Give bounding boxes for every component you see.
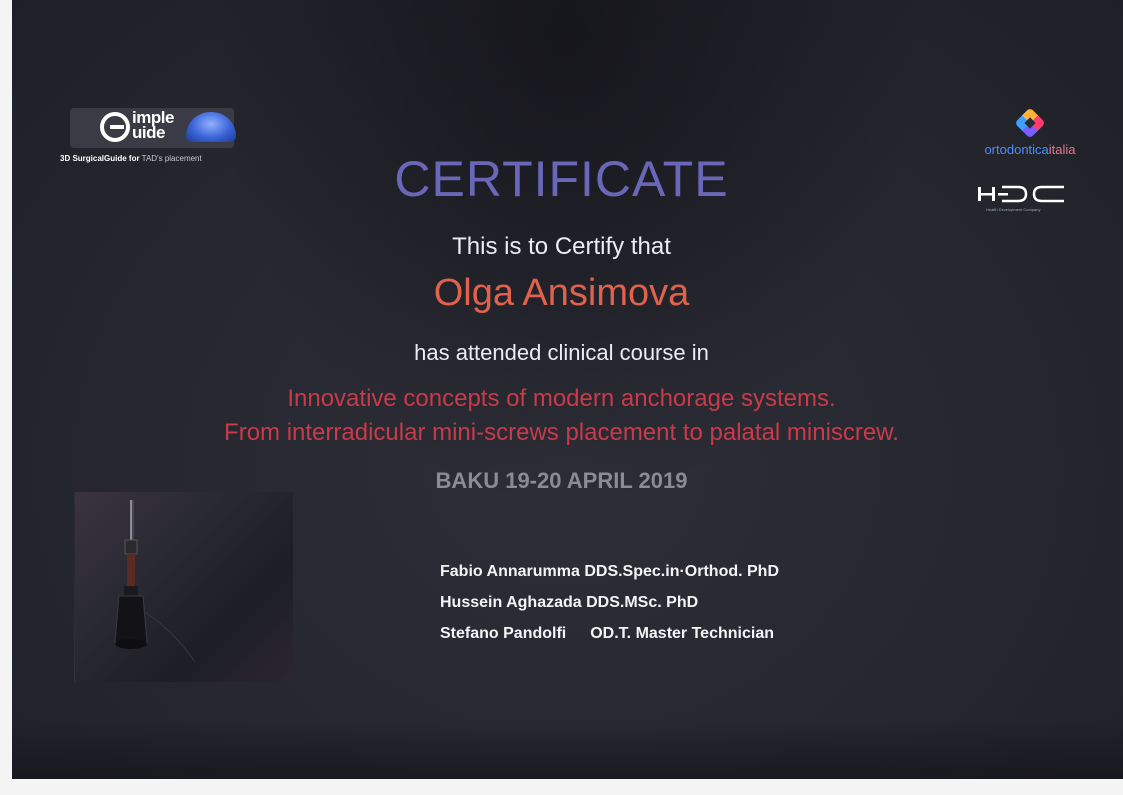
faculty-title: OD.T. Master Technician	[590, 625, 774, 642]
attended-line: has attended clinical course in	[414, 340, 709, 365]
caption-light: TAD's placement	[141, 154, 202, 163]
course-title-line-1: Innovative concepts of modern anchorage systems.	[287, 385, 836, 412]
ortodontica-suffix: italia	[1048, 142, 1076, 157]
faculty-row	[440, 562, 779, 593]
ortodontica-diamond-icon	[1014, 107, 1045, 138]
surgical-guide-dome-icon	[186, 112, 236, 142]
simple-guide-s-icon	[100, 112, 130, 142]
certificate-title: CERTIFICATE	[394, 151, 729, 207]
recipient-name: Olga Ansimova	[433, 272, 690, 314]
brand-line-2: uide	[132, 123, 165, 142]
caption-bold: 3D SurgicalGuide for	[60, 154, 140, 163]
mini-screw-device-icon	[75, 492, 293, 682]
simple-guide-wordmark	[132, 110, 174, 140]
faculty-row	[440, 593, 779, 624]
faculty-row	[440, 624, 779, 655]
certificate-sheet	[12, 0, 1123, 779]
faculty-name: Fabio Annarumma	[440, 563, 580, 580]
device-photo	[74, 492, 293, 682]
faculty-title: DDS.Spec.in·Orthod. PhD	[584, 563, 779, 580]
location-date: BAKU 19-20 APRIL 2019	[435, 468, 688, 493]
faculty-name: Stefano Pandolfi	[440, 625, 567, 642]
brand-line-1: imple	[132, 108, 174, 127]
simple-guide-badge	[70, 108, 234, 148]
hdc-subtext: Health Development Company	[986, 207, 1041, 212]
certify-line: This is to Certify that	[452, 233, 671, 260]
faculty-name: Hussein Aghazada	[440, 594, 582, 611]
course-title-line-2: From interradicular mini-screws placement to palatal miniscrew.	[224, 419, 899, 446]
ortodontica-main: ortodontica	[984, 142, 1049, 157]
faculty-list	[440, 562, 779, 655]
faculty-title: DDS.MSc. PhD	[586, 594, 699, 611]
